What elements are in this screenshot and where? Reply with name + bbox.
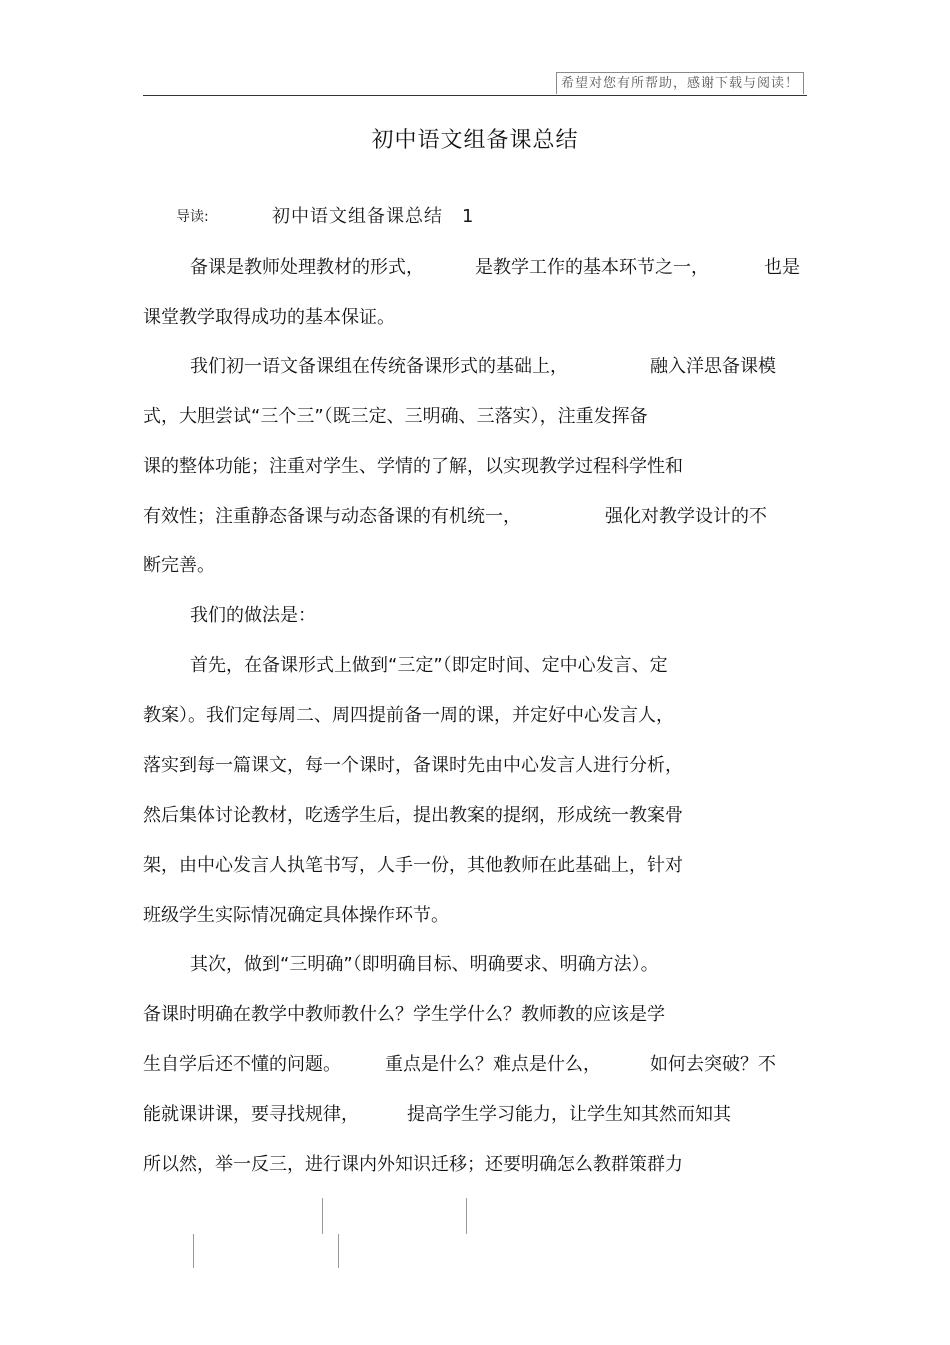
text-line <box>0 304 950 332</box>
text-line <box>0 602 950 630</box>
text-segment: 重点是什么？难点是什么， <box>385 1054 601 1075</box>
document-title: 初中语文组备课总结 <box>371 128 579 153</box>
text-segment: 强化对教学设计的不 <box>605 506 767 527</box>
text-segment: 课的整体功能；注重对学生、学情的了解，以实现教学过程科学性和 <box>143 456 683 477</box>
text-segment: 我们的做法是： <box>190 605 316 626</box>
scan-artifact-line <box>338 1234 339 1268</box>
text-segment: 架，由中心发言人执笔书写，人手一份，其他教师在此基础上，针对 <box>143 855 683 876</box>
text-segment: 生自学后还不懂的问题。 <box>143 1054 341 1075</box>
text-segment: 然后集体讨论教材，吃透学生后，提出教案的提纲，形成统一教案骨 <box>143 805 683 826</box>
text-segment: 能就课讲课，要寻找规律， <box>143 1104 359 1125</box>
text-segment: 其次，做到“三明确”（即明确目标、明确要求、明确方法）。 <box>190 954 659 975</box>
text-segment: 所以然，举一反三，进行课内外知识迁移；还要明确怎么教群策群力 <box>143 1154 683 1175</box>
text-segment: 式，大胆尝试“三个三”（既三定、三明确、三落实），注重发挥备 <box>143 406 648 427</box>
text-segment: 班级学生实际情况确定具体操作环节。 <box>143 905 449 926</box>
text-segment: 如何去突破？不 <box>650 1054 776 1075</box>
scan-artifact-line <box>193 1234 194 1268</box>
text-segment: 是教学工作的基本环节之一， <box>475 257 709 278</box>
text-segment: 提高学生学习能力，让学生知其然而知其 <box>407 1104 731 1125</box>
text-line <box>0 403 950 431</box>
header-rule <box>143 95 807 96</box>
text-line <box>0 902 950 930</box>
text-line <box>0 1101 950 1129</box>
text-line <box>0 802 950 830</box>
scan-artifact-line <box>322 1198 323 1234</box>
header-note: 希望对您有所帮助，感谢下载与阅读！ <box>556 72 804 94</box>
intro-label: 导读: <box>176 209 209 225</box>
text-segment: 课堂教学取得成功的基本保证。 <box>143 307 395 328</box>
scan-artifact-line <box>466 1198 467 1234</box>
text-line <box>0 1151 950 1179</box>
text-segment: 我们初一语文备课组在传统备课形式的基础上， <box>190 356 568 377</box>
text-line <box>0 552 950 580</box>
text-segment: 备课时明确在教学中教师教什么？学生学什么？教师教的应该是学 <box>143 1004 665 1025</box>
text-segment: 融入洋思备课模 <box>650 356 776 377</box>
text-segment: 落实到每一篇课文，每一个课时，备课时先由中心发言人进行分析， <box>143 755 683 776</box>
text-line <box>0 951 950 979</box>
text-line <box>0 353 950 381</box>
text-line <box>0 652 950 680</box>
text-segment: 备课是教师处理教材的形式， <box>190 257 424 278</box>
intro-text: 初中语文组备课总结 1 <box>272 206 475 227</box>
text-line <box>0 852 950 880</box>
text-line <box>0 503 950 531</box>
text-line <box>0 254 950 282</box>
text-segment: 教案）。我们定每周二、周四提前备一周的课，并定好中心发言人， <box>143 705 674 726</box>
text-line <box>0 752 950 780</box>
text-line <box>0 453 950 481</box>
text-line <box>0 702 950 730</box>
text-segment: 断完善。 <box>143 555 215 576</box>
text-segment: 也是 <box>764 257 800 278</box>
text-segment: 有效性；注重静态备课与动态备课的有机统一， <box>143 506 521 527</box>
text-line <box>0 1051 950 1079</box>
text-segment: 首先，在备课形式上做到“三定”（即定时间、定中心发言、定 <box>190 655 668 676</box>
text-line <box>0 1001 950 1029</box>
